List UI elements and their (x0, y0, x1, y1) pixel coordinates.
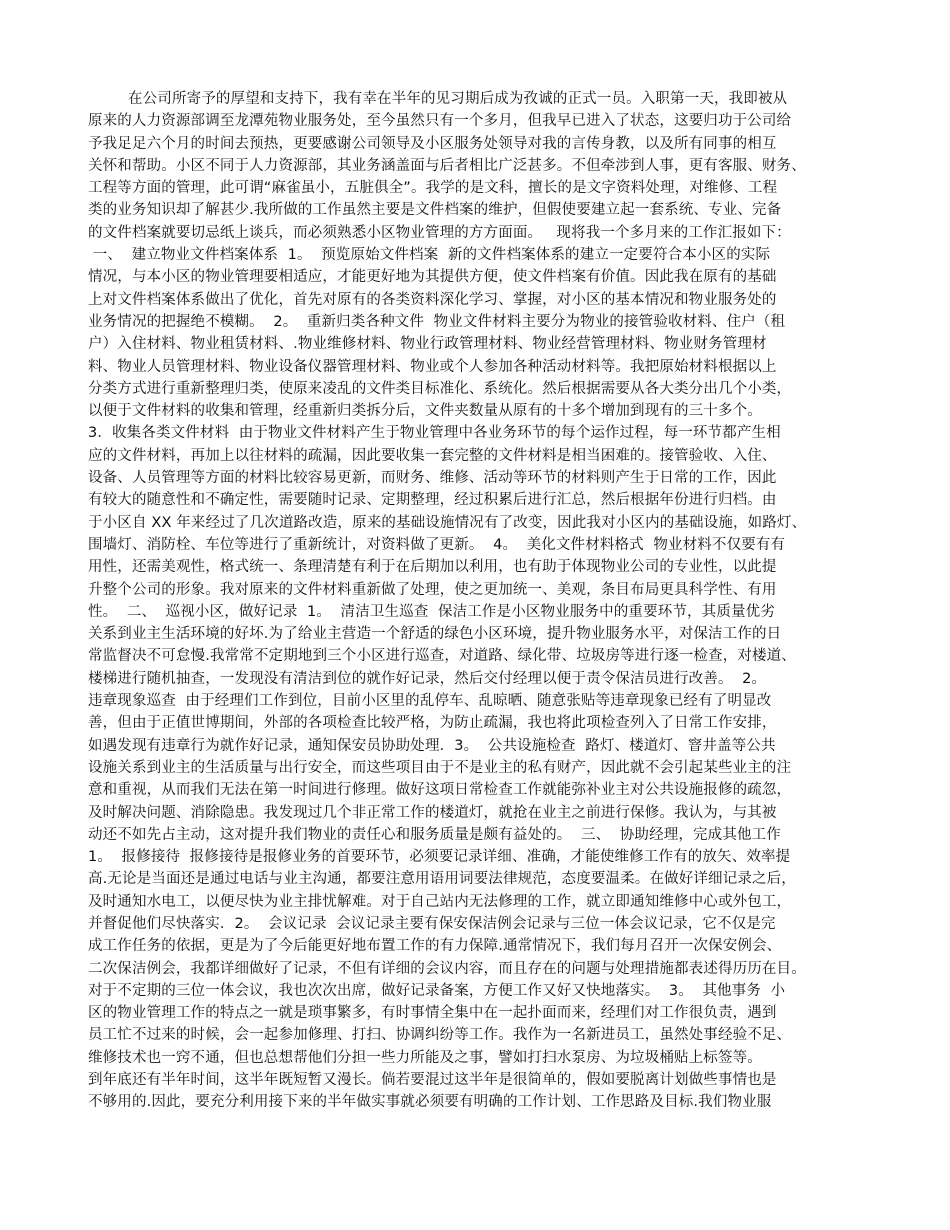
paragraph-line: 设施关系到业主的生活质量与出行安全，而这些项目由于不是业主的私有财产，因此就不会引起某些业主的注 (88, 759, 792, 776)
paragraph-line: 及时解决问题、消除隐患。我发现过几个非正常工作的楼道灯，就抢在业主之前进行保修。我认为，与其被 (88, 804, 777, 821)
paragraph-line: 围墙灯、消防栓、车位等进行了重新统计，对资料做了更新。 4。 美化文件材料格式 物业材料不仅要有有 (88, 536, 786, 553)
document-body (88, 88, 868, 1114)
paragraph-line: 并督促他们尽快落实．2。 会议记录 会议记录主要有保安保洁例会记录与三位一体会议记录，它不仅是完 (88, 915, 776, 932)
paragraph-line: 如遇发现有违章行为就作好记录，通知保安员协助处理．3。 公共设施检查 路灯、楼道灯、窨井盖等公共 (88, 737, 776, 754)
paragraph-line: 楼梯进行随机抽查，一发现没有清洁到位的就作好记录，然后交付经理以便于责令保洁员进行改善。 2。 (88, 670, 767, 687)
paragraph-line: 不够用的.因此，要充分利用接下来的半年做实事就必须要有明确的工作计划、工作思路及目标.我们物业服 (88, 1094, 772, 1111)
paragraph-line: 维修技术也一窍不通，但也总想帮他们分担一些力所能及之事，譬如打扫水泵房、为垃圾桶贴上标签等。 (88, 1049, 762, 1066)
paragraph-line: 于小区自 XX 年来经过了几次道路改造，原来的基础设施情况有了改变，因此我对小区内的基础设施，如路灯、 (88, 514, 807, 531)
paragraph-line: 及时通知水电工，以便尽快为业主排忧解难。对于自己站内无法修理的工作，就立即通知维修中心或外包工， (88, 893, 792, 910)
paragraph-line: 类的业务知识却了解甚少.我所做的工作虽然主要是文件档案的维护，但假使要建立起一套系统、专业、完备 (88, 202, 782, 219)
paragraph-line: 意和重视，从而我们无法在第一时间进行修理。做好这项日常检查工作就能弥补业主对公共设施报修的疏忽， (88, 782, 792, 799)
paragraph-line: 原来的人力资源部调至龙潭苑物业服务处，至今虽然只有一个多月，但我早已进入了状态，这要归功于公司给 (88, 113, 792, 130)
paragraph-line: 设备、人员管理等方面的材料比较容易更新，而财务、维修、活动等环节的材料则产生于日常的工作，因此 (88, 470, 777, 487)
paragraph-line: 情况，与本小区的物业管理要相适应，才能更好地为其提供方便，使文件档案有价值。因此我在原有的基础 (88, 269, 777, 286)
paragraph-line: 二次保洁例会，我都详细做好了记录，不但有详细的会议内容，而且存在的问题与处理措施都表述得历历在目。 (88, 960, 806, 977)
paragraph-line: 以便于文件材料的收集和管理，经重新归类拆分后，文件夹数量从原有的十多个增加到现有的三十多个。 (88, 403, 762, 420)
paragraph-line: 违章现象巡查 由于经理们工作到位，目前小区里的乱停车、乱晾晒、随意张贴等违章现象已经有了明显改 (88, 693, 772, 710)
paragraph-line: 对于不定期的三位一体会议，我也次次出席，做好记录备案，方便工作又好又快地落实。 3。 其他事务 小 (88, 982, 786, 999)
paragraph-line: 业务情况的把握绝不模糊。 2。 重新归类各种文件 物业文件材料主要分为物业的接管验收材料、住户（租 (88, 313, 786, 330)
paragraph-line: 户）入住材料、物业租赁材料、.物业维修材料、物业行政管理材料、物业经营管理材料、物业财务管理材 (88, 336, 767, 353)
paragraph-line: 1。 报修接待 报修接待是报修业务的首要环节，必须要记录详细、准确，才能使维修工作有的放矢、效率提 (88, 849, 791, 866)
paragraph-line: 动还不如先占主动，这对提升我们物业的责任心和服务质量是颇有益处的。 三、 协助经理，完成其他工作 (88, 826, 781, 843)
paragraph-line: 区的物业管理工作的特点之一就是琐事繁多，有时事情全集中在一起扑面而来，经理们对工作很负责，遇到 (88, 1005, 777, 1022)
paragraph-line: 上对文件档案体系做出了优化，首先对原有的各类资料深化学习、掌握，对小区的基本情况和物业服务处的 (88, 291, 777, 308)
paragraph-line: 性。 二、 巡视小区，做好记录 1。 清洁卫生巡查 保洁工作是小区物业服务中的重要环节，其质量优劣 (88, 603, 775, 620)
paragraph-line: 应的文件材料，再加上以往材料的疏漏，因此要收集一套完整的文件材料是相当困难的。接管验收、入住、 (88, 447, 777, 464)
paragraph-line: 分类方式进行重新整理归类，使原来凌乱的文件类目标准化、系统化。然后根据需要从各大类分出几个小类， (88, 380, 792, 397)
paragraph-line: 高.无论是当面还是通过电话与业主沟通，都要注意用语用词要法律规范，态度要温柔。在做好详细记录之后， (88, 871, 796, 888)
paragraph-line: 一、 建立物业文件档案体系 1。 预览原始文件档案 新的文件档案体系的建立一定要符合本小区的实际 (88, 247, 771, 264)
paragraph-line: 员工忙不过来的时候，会一起参加修理、打扫、协调纠纷等工作。我作为一名新进员工，虽然处事经验不足、 (88, 1027, 792, 1044)
paragraph-line: 工程等方面的管理，此可谓“麻雀虽小，五脏俱全”。我学的是文科，擅长的是文字资料处理，对维修、工程 (88, 180, 778, 197)
paragraph-line: 的文件档案就要切忌纸上谈兵，而必须熟悉小区物业管理的方方面面。 现将我一个多月来的工作汇报如下： (88, 224, 791, 241)
paragraph-line: 常监督决不可怠慢.我常常不定期地到三个小区进行巡查，对道路、绿化带、垃圾房等进行逐一检查，对楼道、 (88, 648, 796, 665)
paragraph-line: 用性，还需美观性，格式统一、条理清楚有利于在后期加以利用，也有助于体现物业公司的专业性，以此提 (88, 559, 777, 576)
paragraph-line: 升整个公司的形象。我对原来的文件材料重新做了处理，使之更加统一、美观，条目布局更具科学性、有用 (88, 581, 777, 598)
paragraph-line: 关系到业主生活环境的好坏.为了给业主营造一个舒适的绿色小区环境，提升物业服务水平，对保洁工作的日 (88, 626, 782, 643)
paragraph-line: 成工作任务的依据，更是为了今后能更好地布置工作的有力保障.通常情况下，我们每月召开一次保安例会、 (88, 938, 782, 955)
paragraph-line: 3．收集各类文件材料 由于物业文件材料产生于物业管理中各业务环节的每个运作过程，每一环节都产生相 (88, 425, 781, 442)
paragraph-line: 有较大的随意性和不确定性，需要随时记录、定期整理，经过积累后进行汇总，然后根据年份进行归档。由 (88, 492, 777, 509)
paragraph-line: 关怀和帮助。小区不同于人力资源部，其业务涵盖面与后者相比广泛甚多。不但牵涉到人事，更有客服、财务、 (88, 157, 806, 174)
paragraph-line: 料、物业人员管理材料、物业设备仪器管理材料、物业或个人参加各种活动材料等。我把原始材料根据以上 (88, 358, 777, 375)
paragraph-line: 到年底还有半年时间，这半年既短暂又漫长。倘若要混过这半年是很简单的，假如要脱离计划做些事情也是 (88, 1072, 777, 1089)
paragraph-line: 在公司所寄予的厚望和支持下，我有幸在半年的见习期后成为孜诚的正式一员。入职第一天，我即被从 (128, 91, 788, 107)
paragraph-line: 善，但由于正值世博期间，外部的各项检查比较严格，为防止疏漏，我也将此项检查列入了日常工作安排， (88, 715, 777, 732)
paragraph-line: 予我足足六个月的时间去预热，更要感谢公司领导及小区服务处领导对我的言传身教，以及所有同事的相互 (88, 135, 777, 152)
